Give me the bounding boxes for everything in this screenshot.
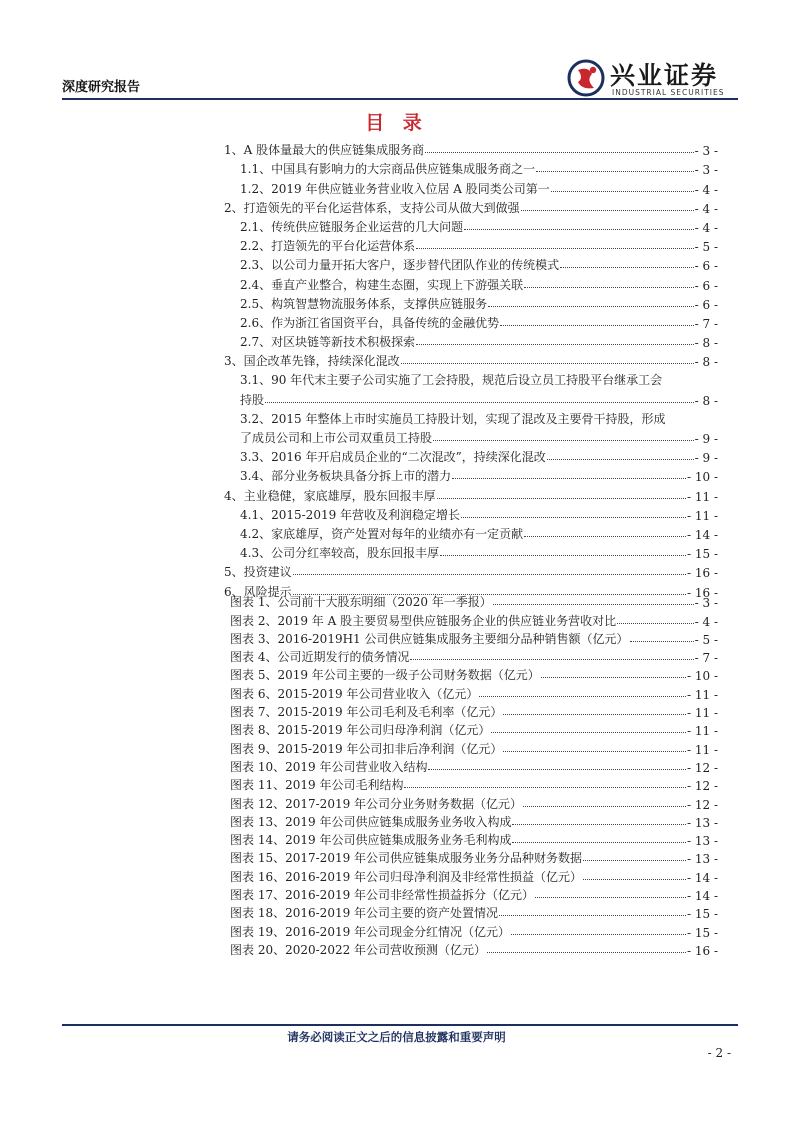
toc-entry[interactable]: 3.1、90 年代末主要子公司实施了工会持股，规范后设立员工持股平台继承工会 持股 - 8 - [240, 373, 718, 408]
figure-entry[interactable]: 图表 15、2017-2019 年公司供应链集成服务业务分品种财务数据 - 13 - [230, 851, 718, 867]
toc-entry[interactable]: 1.2、2019 年供应链业务营业收入位居 A 股同类公司第一 - 4 - [240, 181, 718, 197]
report-type-label: 深度研究报告 [62, 80, 141, 95]
figure-entry[interactable]: 图表 11、2019 年公司毛利结构 - 12 - [230, 778, 718, 794]
toc-entry[interactable]: 5、投资建议 - 16 - [224, 565, 718, 581]
figure-entry[interactable]: 图表 19、2016-2019 年公司现金分红情况（亿元） - 15 - [230, 924, 718, 940]
figure-entry[interactable]: 图表 2、2019 年 A 股主要贸易型供应链服务企业的供应链业务营收对比 - 4 - [230, 613, 718, 629]
toc-entry[interactable]: 4.2、家底雄厚，资产处置对每年的业绩亦有一定贡献 - 14 - [240, 526, 718, 542]
toc-entry[interactable]: 2、打造领先的平台化运营体系，支持公司从做大到做强 - 4 - [224, 200, 718, 216]
toc-entry[interactable]: 2.1、传统供应链服务企业运营的几大问题 - 4 - [240, 219, 718, 235]
toc-entry[interactable]: 1、A 股体量最大的供应链集成服务商 - 3 - [224, 143, 718, 159]
figure-entry[interactable]: 图表 16、2016-2019 年公司归母净利润及非经常性损益（亿元） - 14 - [230, 869, 718, 885]
brand-emblem-icon [566, 58, 606, 98]
header-divider [62, 98, 738, 100]
toc-entry[interactable]: 1.1、中国具有影响力的大宗商品供应链集成服务商之一 - 3 - [240, 162, 718, 178]
footer-divider [62, 1024, 738, 1026]
toc-entry[interactable]: 3、国企改革先锋，持续深化混改 - 8 - [224, 354, 718, 370]
brand-name: 兴业证券 [610, 61, 719, 90]
toc-entry[interactable]: 4、主业稳健，家底雄厚，股东回报丰厚 - 11 - [224, 488, 718, 504]
figure-entry[interactable]: 图表 12、2017-2019 年公司分业务财务数据（亿元） - 12 - [230, 796, 718, 812]
figure-entry[interactable]: 图表 3、2016-2019H1 公司供应链集成服务主要细分品种销售额（亿元） - 5 - [230, 631, 718, 647]
brand-logo [566, 56, 736, 100]
brand-subtitle: INDUSTRIAL SECURITIES [612, 88, 725, 97]
toc-entry[interactable]: 2.2、打造领先的平台化运营体系 - 5 - [240, 239, 718, 255]
figure-entry[interactable]: 图表 20、2020-2022 年公司营收预测（亿元） - 16 - [230, 942, 718, 958]
disclaimer-note: 请务必阅读正文之后的信息披露和重要声明 [287, 1030, 506, 1044]
figure-entry[interactable]: 图表 5、2019 年公司主要的一级子公司财务数据（亿元） - 10 - [230, 668, 718, 684]
page-number: - 2 - [707, 1046, 731, 1060]
toc-entry[interactable]: 4.1、2015-2019 年营收及利润稳定增长 - 11 - [240, 507, 718, 523]
figure-entry[interactable]: 图表 6、2015-2019 年公司营业收入（亿元） - 11 - [230, 686, 718, 702]
toc-entry[interactable]: 3.4、部分业务板块具备分拆上市的潜力 - 10 - [240, 469, 718, 485]
toc-entry[interactable]: 3.2、2015 年整体上市时实施员工持股计划，实现了混改及主要骨干持股，形成 了成员公司和上市公司双重员工持股 - 9 - [240, 411, 718, 446]
toc-entry[interactable]: 2.6、作为浙江省国资平台，具备传统的金融优势 - 7 - [240, 315, 718, 331]
toc-title: 目 录 [365, 112, 428, 134]
figure-entry[interactable]: 图表 8、2015-2019 年公司归母净利润（亿元） - 11 - [230, 723, 718, 739]
figure-entry[interactable]: 图表 18、2016-2019 年公司主要的资产处置情况 - 15 - [230, 906, 718, 922]
list-of-figures [230, 592, 718, 958]
figure-entry[interactable]: 图表 7、2015-2019 年公司毛利及毛利率（亿元） - 11 - [230, 705, 718, 721]
toc-entry[interactable]: 4.3、公司分红率较高，股东回报丰厚 - 15 - [240, 546, 718, 562]
figure-entry[interactable]: 图表 1、公司前十大股东明细（2020 年一季报） - 3 - [230, 595, 718, 611]
toc-entry[interactable]: 2.5、构筑智慧物流服务体系，支撑供应链服务 - 6 - [240, 296, 718, 312]
toc-entry[interactable]: 2.7、对区块链等新技术积极探索 - 8 - [240, 335, 718, 351]
figure-entry[interactable]: 图表 4、公司近期发行的债务情况 - 7 - [230, 650, 718, 666]
toc-entry[interactable]: 2.3、以公司力量开拓大客户，逐步替代团队作业的传统模式 - 6 - [240, 258, 718, 274]
figure-entry[interactable]: 图表 13、2019 年公司供应链集成服务业务收入构成 - 13 - [230, 814, 718, 830]
table-of-contents [224, 139, 718, 600]
toc-entry[interactable]: 3.3、2016 年开启成员企业的“二次混改”，持续深化混改 - 9 - [240, 450, 718, 466]
figure-entry[interactable]: 图表 9、2015-2019 年公司扣非后净利润（亿元） - 11 - [230, 741, 718, 757]
toc-entry[interactable]: 2.4、垂直产业整合，构建生态圈，实现上下游强关联 - 6 - [240, 277, 718, 293]
figure-entry[interactable]: 图表 10、2019 年公司营业收入结构 - 12 - [230, 759, 718, 775]
toc-entry[interactable]: 6、风险提示 - 16 - [224, 584, 718, 600]
figure-entry[interactable]: 图表 14、2019 年公司供应链集成服务业务毛利构成 - 13 - [230, 833, 718, 849]
figure-entry[interactable]: 图表 17、2016-2019 年公司非经常性损益拆分（亿元） - 14 - [230, 888, 718, 904]
